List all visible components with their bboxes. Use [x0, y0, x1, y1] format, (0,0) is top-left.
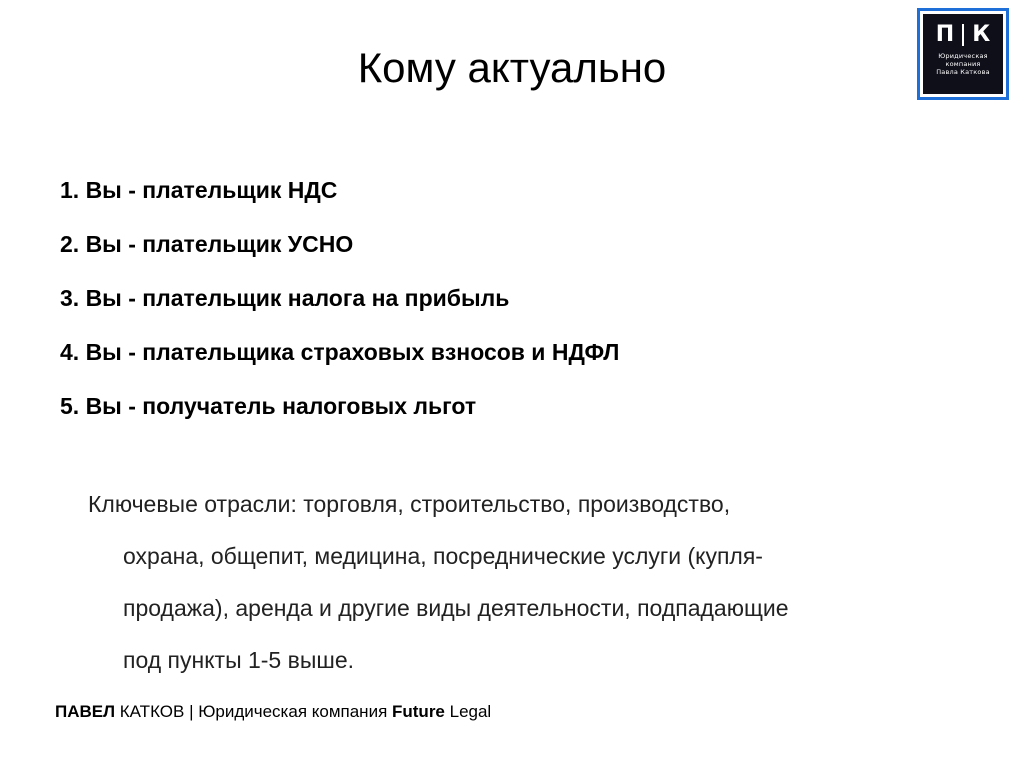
footer-brand-rest: Legal — [444, 702, 492, 721]
list-item: 3. Вы - плательщик налога на прибыль — [60, 285, 510, 311]
logo-subtitle — [936, 52, 990, 76]
slide-title: Кому актуально — [357, 44, 667, 91]
company-logo — [917, 8, 1009, 100]
industries-line: Ключевые отрасли: торговля, строительство, производство, — [88, 491, 731, 517]
logo-subtitle-line: Павла Катковa — [936, 68, 990, 76]
list-item: 1. Вы - плательщик НДС — [60, 177, 338, 203]
industries-line: охрана, общепит, медицина, посреднические услуги (купля- — [123, 543, 763, 569]
logo-separator — [962, 24, 964, 46]
list-item: 4. Вы - плательщика страховых взносов и НДФЛ — [60, 339, 620, 365]
industries-line: под пункты 1-5 выше. — [123, 647, 354, 673]
industries-line: продажа), аренда и другие виды деятельности, подпадающие — [123, 595, 789, 621]
footer-name-bold: ПАВЕЛ — [55, 702, 116, 721]
footer-credit — [55, 700, 491, 724]
logo-letters — [936, 23, 990, 47]
footer-brand-bold: Future — [392, 702, 445, 721]
audience-list — [60, 170, 619, 440]
list-item: 2. Вы - плательщик УСНО — [60, 231, 354, 257]
logo-subtitle-line: компания — [945, 60, 981, 68]
footer-name-rest: КАТКОВ | Юридическая компания — [115, 702, 392, 721]
logo-badge — [923, 14, 1003, 94]
logo-letter-right: К — [972, 22, 991, 47]
industries-paragraph — [88, 478, 968, 686]
logo-letter-left: П — [935, 22, 955, 47]
logo-subtitle-line: Юридическая — [938, 52, 988, 60]
list-item: 5. Вы - получатель налоговых льгот — [60, 393, 477, 419]
